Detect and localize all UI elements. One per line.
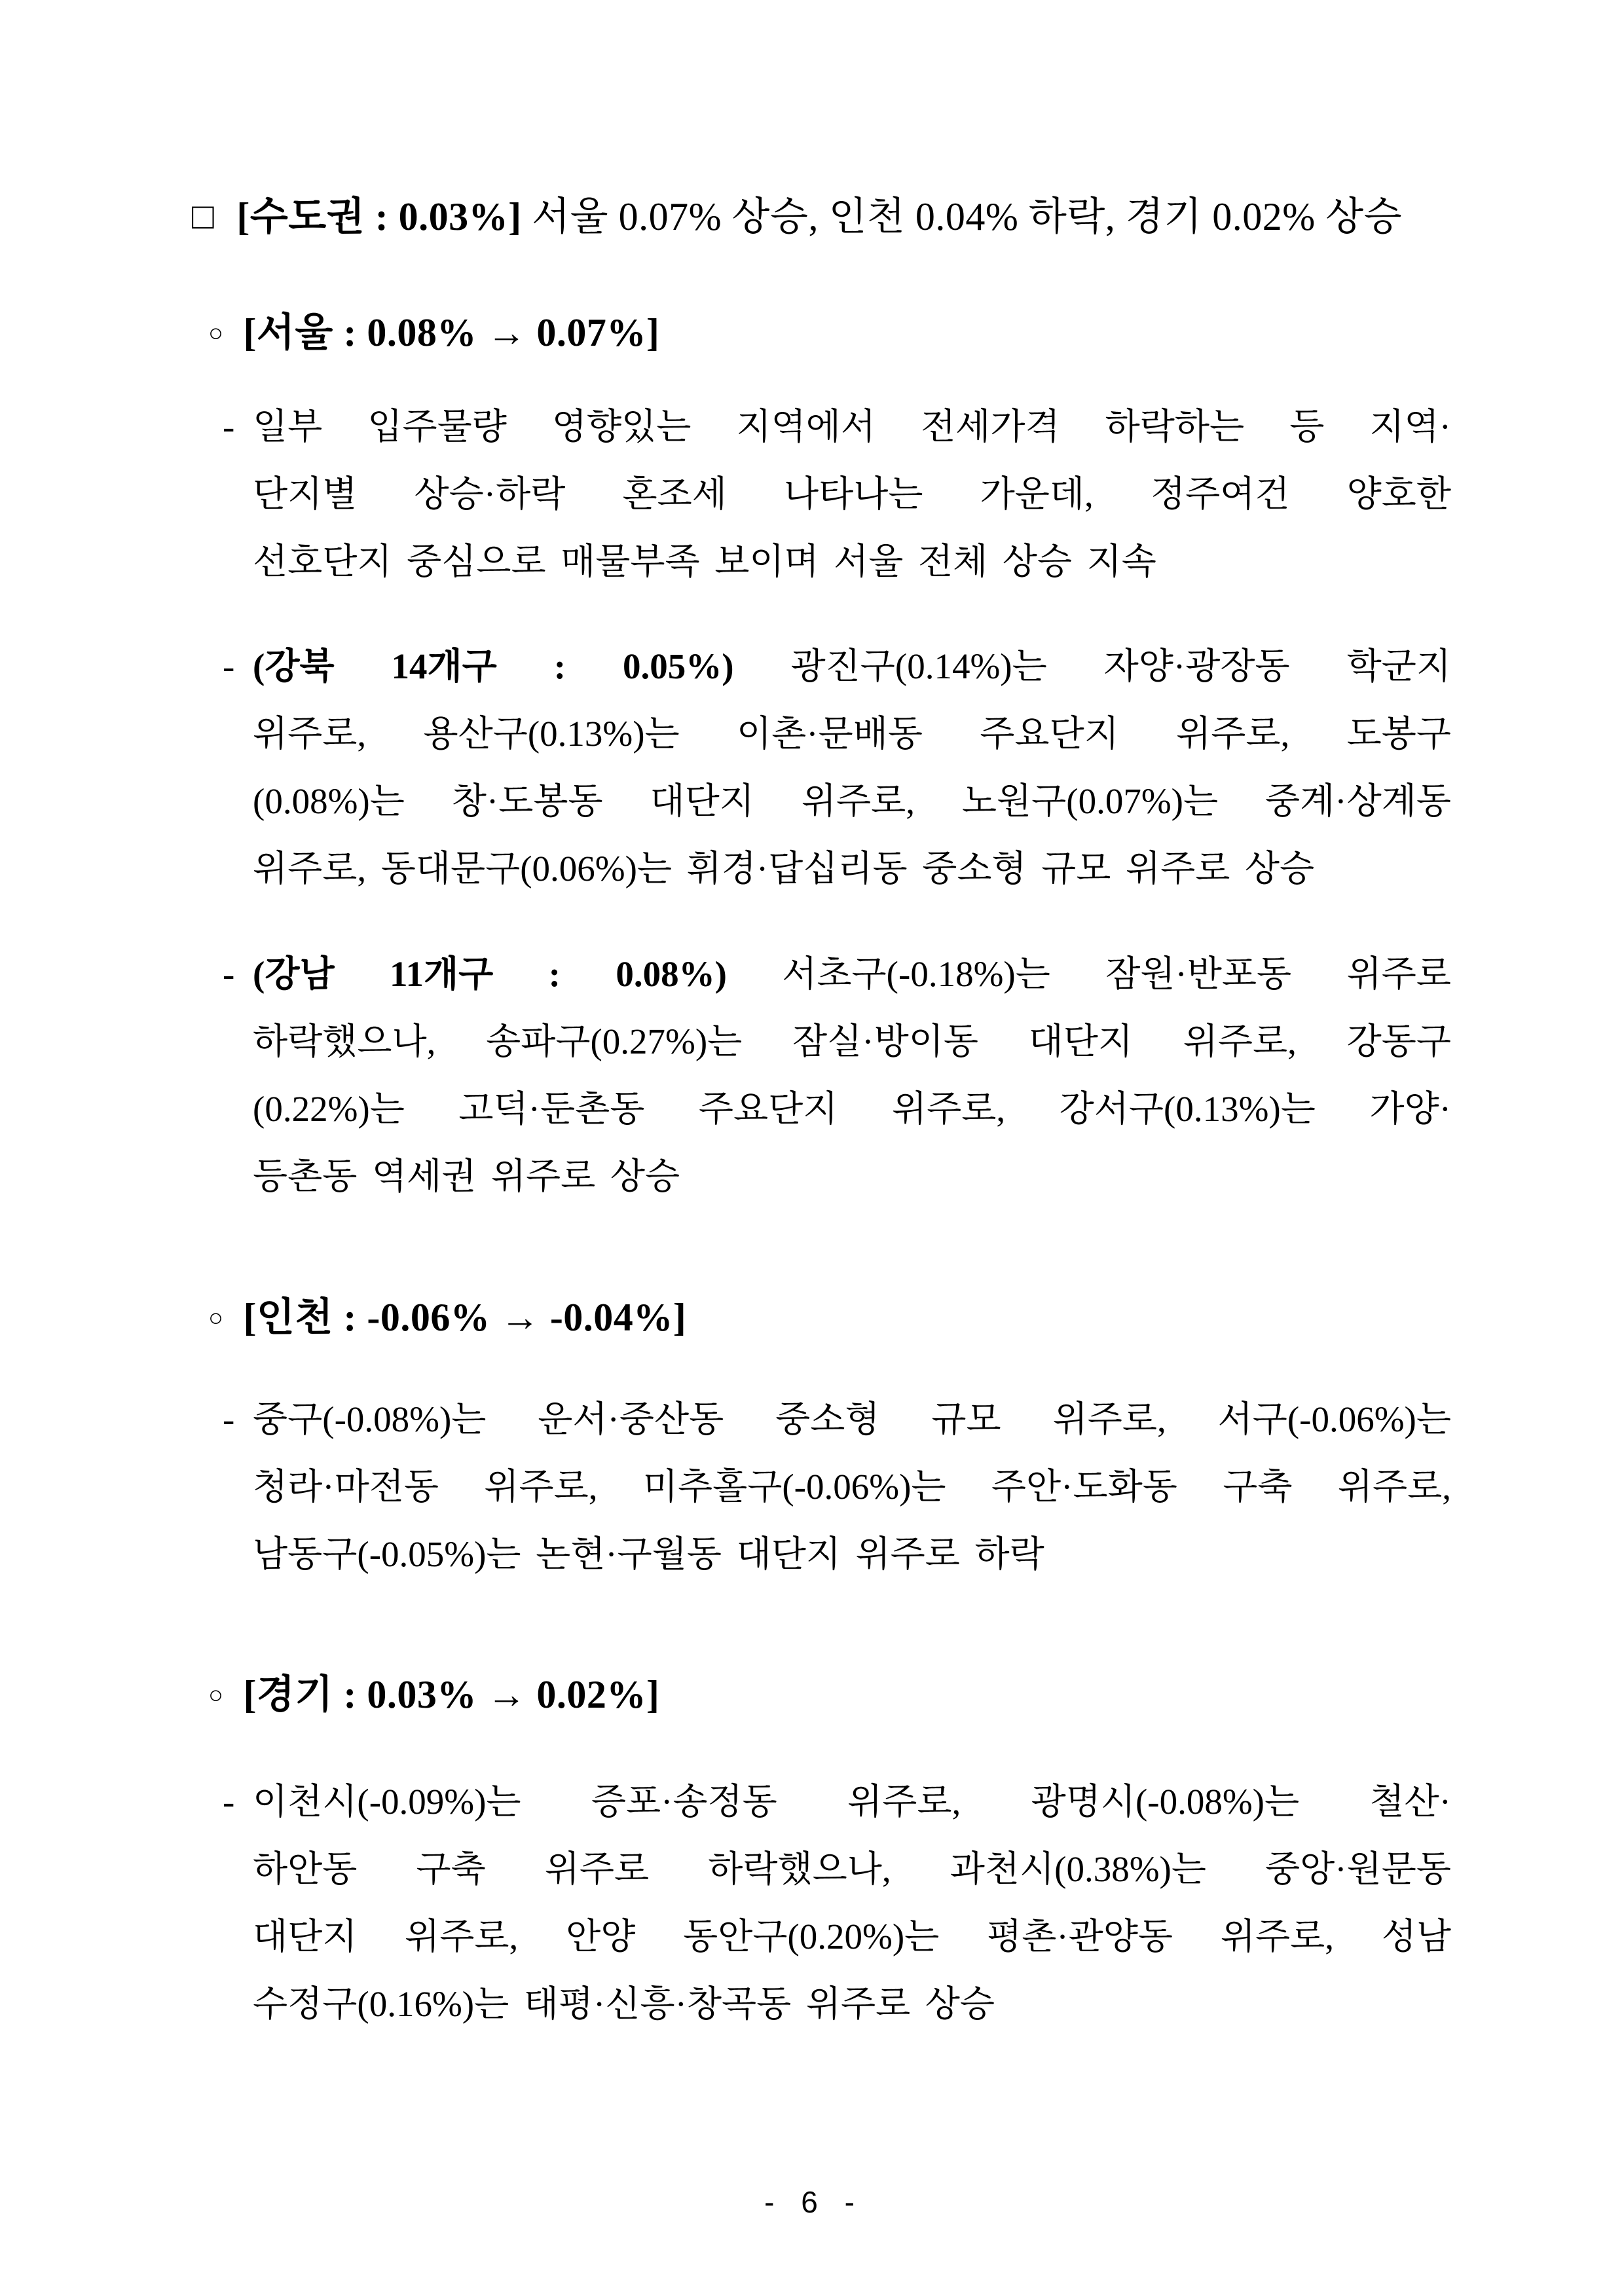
- text-line: [253, 940, 1451, 1008]
- text-line: [253, 1903, 1451, 1970]
- heading-incheon: [208, 1291, 686, 1344]
- text-line: [253, 528, 1451, 595]
- dash-bullet-icon: -: [223, 1399, 235, 1439]
- heading-sudogwon-summary: 서울 0.07% 상승, 인천 0.04% 하락, 경기 0.02% 상승: [521, 195, 1403, 238]
- text-line: [253, 633, 1451, 700]
- text-line: [253, 700, 1451, 767]
- text-line: [253, 1835, 1451, 1903]
- text-line: [253, 1768, 1451, 1835]
- circle-bullet-icon: ○: [208, 320, 224, 347]
- text-line: [253, 1386, 1451, 1453]
- dash-bullet-icon: -: [223, 646, 235, 686]
- text-run: 하락했으나, 송파구(0.27%)는 잠실·방이동 대단지 위주로, 강동구: [253, 1021, 1451, 1061]
- text-line: [253, 1520, 1451, 1588]
- square-bullet-icon: □: [192, 196, 215, 237]
- circle-bullet-icon: ○: [208, 1681, 224, 1709]
- text-line: [253, 767, 1451, 835]
- heading-sudogwon: [192, 191, 1475, 244]
- heading-sudogwon-rate: [수도권 : 0.03%]: [236, 195, 522, 238]
- text-run: 서초구(-0.18%)는 잠원·반포동 위주로: [726, 954, 1451, 994]
- paragraph-gangbuk-text: [253, 633, 1451, 902]
- circle-bullet-icon: ○: [208, 1304, 224, 1332]
- text-line: [253, 1970, 1451, 2038]
- paragraph-seoul-overview-text: [253, 393, 1451, 595]
- dash-bullet-icon: -: [223, 1782, 235, 1822]
- text-run: 선호단지 중심으로 매물부족 보이며 서울 전체 상승 지속: [253, 542, 1156, 581]
- dash-bullet-icon: -: [223, 407, 235, 447]
- text-run: 중구(-0.08%)는 운서·중산동 중소형 규모 위주로, 서구(-0.06%)는: [253, 1399, 1451, 1439]
- heading-gyeonggi-label: [경기 : 0.03% → 0.02%]: [243, 1673, 660, 1716]
- text-run: 대단지 위주로, 안양 동안구(0.20%)는 평촌·관양동 위주로, 성남: [253, 1917, 1451, 1956]
- text-line: [253, 1075, 1451, 1143]
- paragraph-gyeonggi-text: [253, 1768, 1451, 2038]
- bold-text-run: (강남 11개구 : 0.08%): [253, 954, 727, 994]
- text-run: (0.08%)는 창·도봉동 대단지 위주로, 노원구(0.07%)는 중계·상계동: [253, 781, 1451, 821]
- text-line: [253, 1008, 1451, 1075]
- text-run: 하안동 구축 위주로 하락했으나, 과천시(0.38%)는 중앙·원문동: [253, 1849, 1451, 1889]
- text-run: 일부 입주물량 영향있는 지역에서 전세가격 하락하는 등 지역·: [253, 407, 1451, 447]
- heading-incheon-label: [인천 : -0.06% → -0.04%]: [243, 1296, 687, 1339]
- heading-seoul: [208, 306, 659, 359]
- text-run: (0.22%)는 고덕·둔촌동 주요단지 위주로, 강서구(0.13%)는 가양·: [253, 1089, 1451, 1129]
- text-line: [253, 460, 1451, 528]
- text-run: 단지별 상승·하락 혼조세 나타나는 가운데, 정주여건 양호한: [253, 474, 1451, 514]
- page-number: - 6 -: [764, 2185, 860, 2219]
- text-run: 위주로, 동대문구(0.06%)는 휘경·답십리동 중소형 규모 위주로 상승: [253, 849, 1315, 889]
- heading-seoul-label: [서울 : 0.08% → 0.07%]: [243, 311, 660, 354]
- text-run: 이천시(-0.09%)는 증포·송정동 위주로, 광명시(-0.08%)는 철산·: [253, 1782, 1451, 1822]
- dash-bullet-icon: -: [223, 954, 235, 994]
- paragraph-incheon-text: [253, 1386, 1451, 1588]
- text-line: [253, 1453, 1451, 1520]
- paragraph-gyeonggi: [223, 1768, 1451, 2038]
- text-run: 위주로, 용산구(0.13%)는 이촌·문배동 주요단지 위주로, 도봉구: [253, 714, 1451, 754]
- text-run: 등촌동 역세권 위주로 상승: [253, 1156, 680, 1196]
- paragraph-gangnam: [223, 940, 1451, 1210]
- text-run: 청라·마전동 위주로, 미추홀구(-0.06%)는 주안·도화동 구축 위주로,: [253, 1467, 1451, 1507]
- paragraph-incheon: [223, 1386, 1451, 1588]
- text-run: 광진구(0.14%)는 자양·광장동 학군지: [733, 646, 1451, 686]
- paragraph-seoul-overview: [223, 393, 1451, 595]
- text-line: [253, 393, 1451, 460]
- paragraph-gangbuk: [223, 633, 1451, 902]
- bold-text-run: (강북 14개구 : 0.05%): [253, 646, 734, 686]
- text-run: 남동구(-0.05%)는 논현·구월동 대단지 위주로 하락: [253, 1534, 1044, 1574]
- text-line: [253, 835, 1451, 902]
- paragraph-gangnam-text: [253, 940, 1451, 1210]
- text-line: [253, 1143, 1451, 1210]
- text-run: 수정구(0.16%)는 태평·신흥·창곡동 위주로 상승: [253, 1984, 995, 2024]
- heading-gyeonggi: [208, 1668, 659, 1721]
